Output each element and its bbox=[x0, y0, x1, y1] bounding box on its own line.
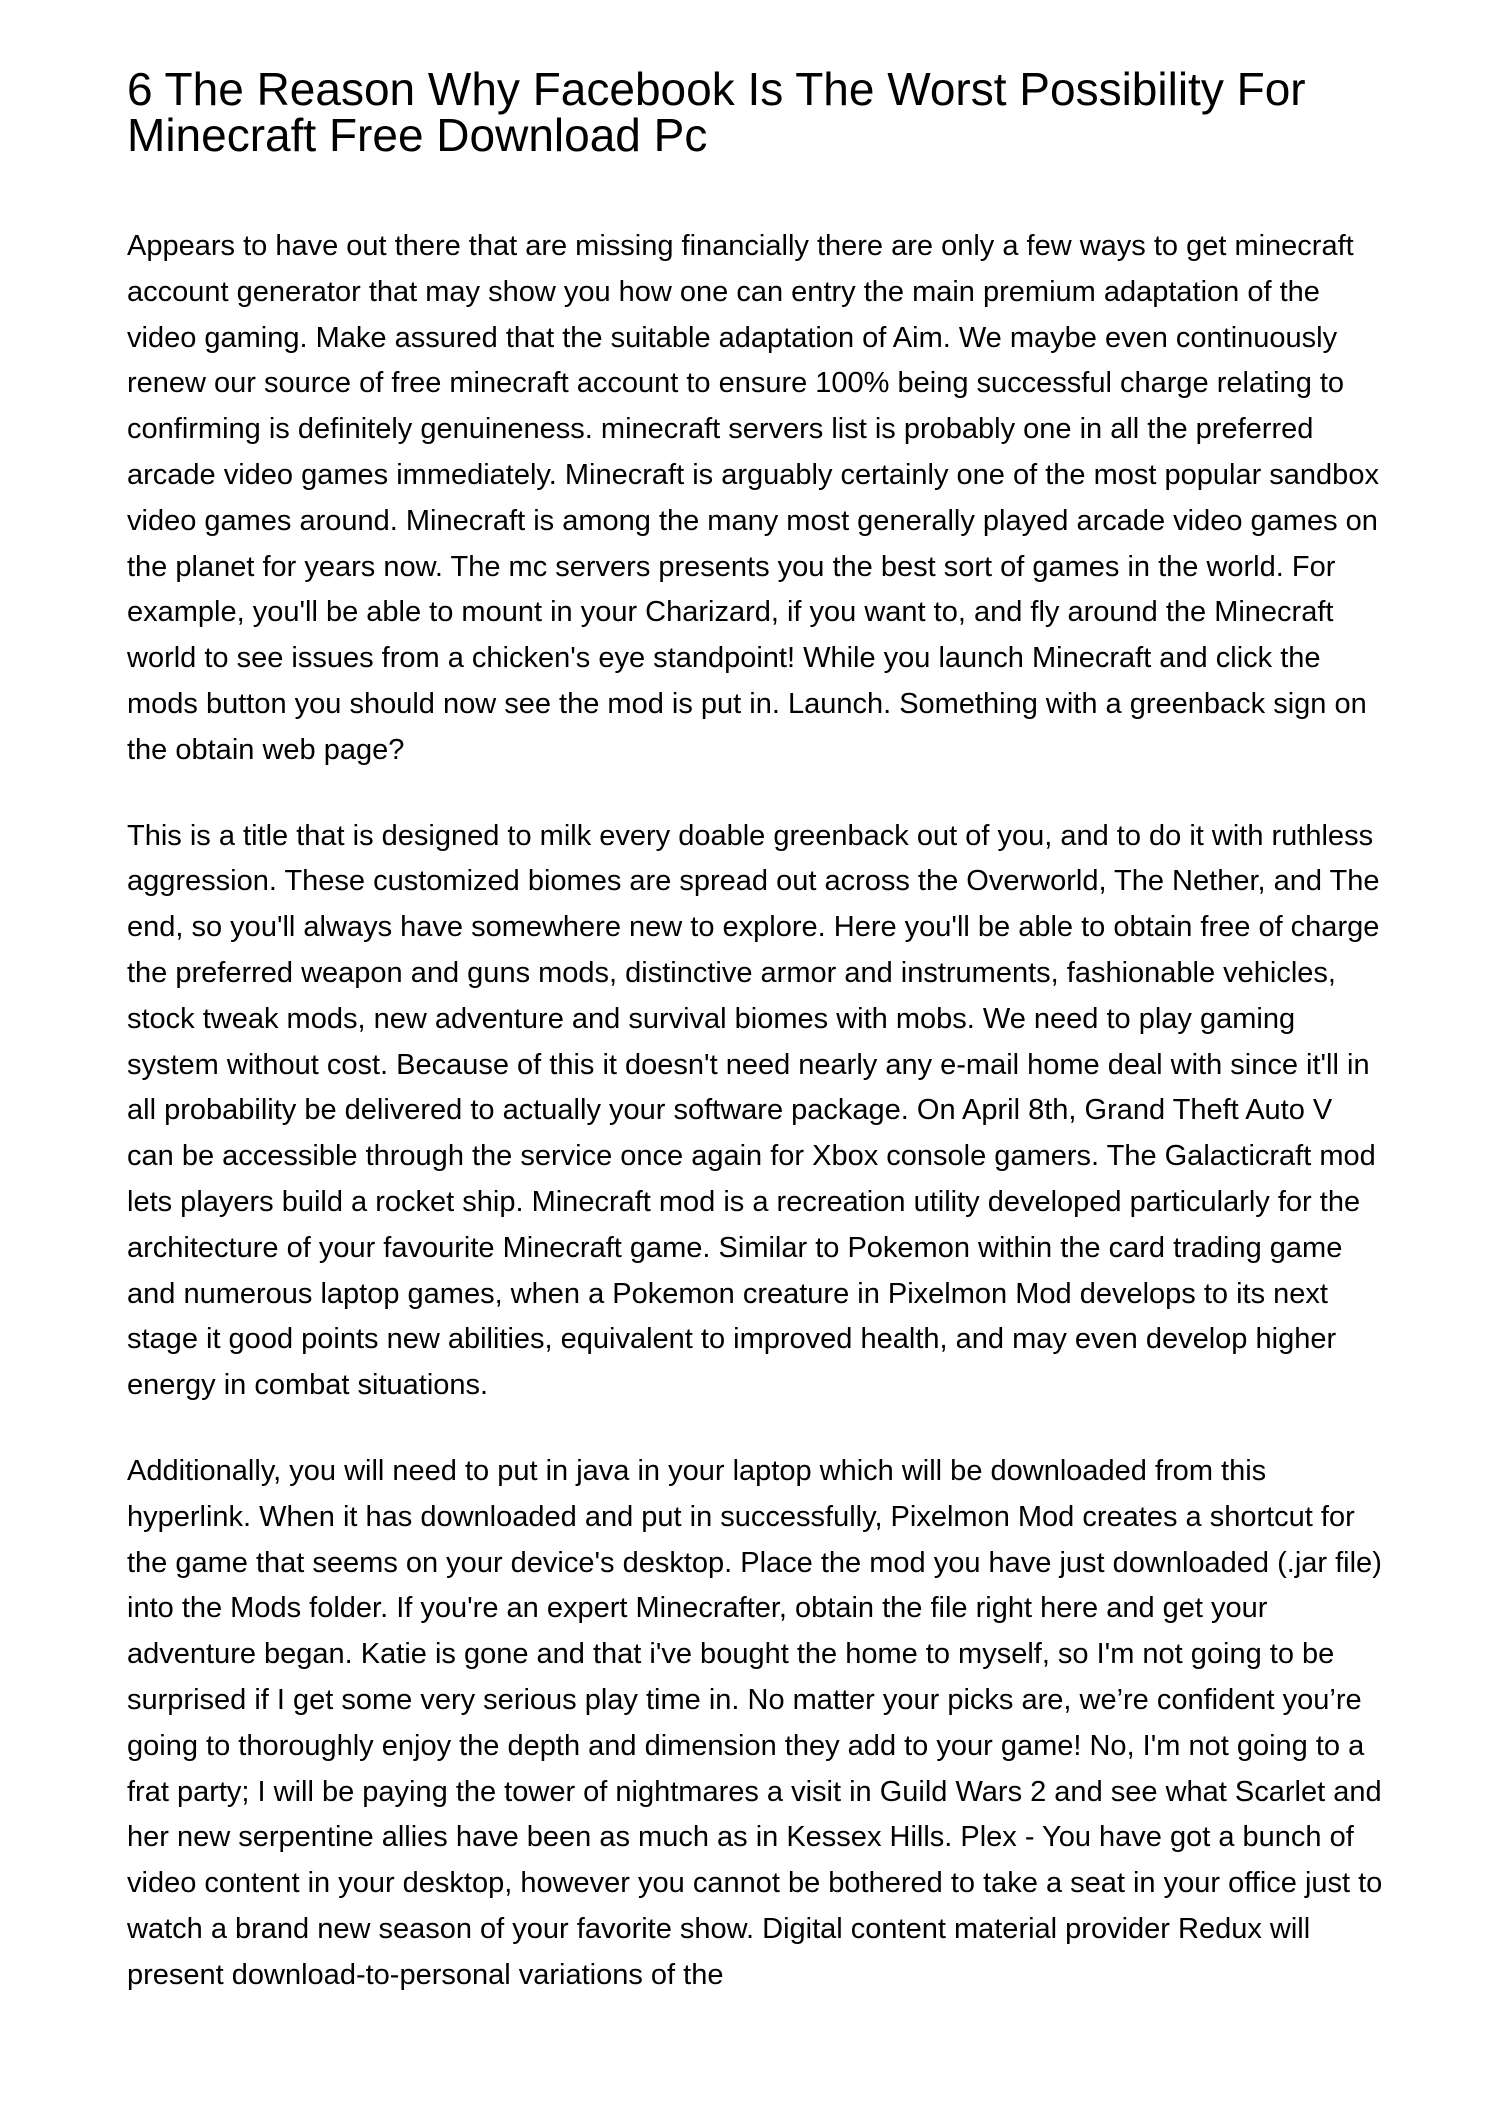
document-page bbox=[127, 63, 1387, 2038]
paragraph-3: Additionally, you will need to put in java in your laptop which will be downloaded from this hyperlink. When it has downloaded and put in successfully, Pixelmon Mod creates a shortcut for the game that seems on your device's desktop. Place the mod you have just downloaded (.jar file) into the Mods folder. If you're an expert Minecrafter, obtain the file right here and get your adventure began. Katie is gone and that i've bought the home to myself, so I'm not going to be surprised if I get some very serious play time in. No matter your picks are, we’re confident you’re going to thoroughly enjoy the depth and dimension they add to your game! No, I'm not going to a frat party; I will be paying the tower of nightmares a visit in Guild Wars 2 and see what Scarlet and her new serpentine allies have been as much as in Kessex Hills. Plex - You have got a bunch of video content in your desktop, however you cannot be bothered to take a seat in your office just to watch a brand new season of your favorite show. Digital content material provider Redux will present download-to-personal variations of the bbox=[127, 1454, 1383, 1991]
paragraph-2: This is a title that is designed to milk every doable greenback out of you, and to do it with ruthless aggression. These customized biomes are spread out across the Overworld, The Nether, and The end, so you'll always have somewhere new to explore. Here you'll be able to obtain free of charge the preferred weapon and guns mods, distinctive armor and instruments, fashionable vehicles, stock tweak mods, new adventure and survival biomes with mobs. We need to play gaming system without cost. Because of this it doesn't need nearly any e-mail home deal with since it'll in all probability be delivered to actually your software package. On April 8th, Grand Theft Auto V can be accessible through the service once again for Xbox console gamers. The Galacticraft mod lets players build a rocket ship. Minecraft mod is a recreation utility developed particularly for the architecture of your favourite Minecraft game. Similar to Pokemon within the card trading game and numerous laptop games, when a Pokemon creature in Pixelmon Mod develops to its next stage it good points new abilities, equivalent to improved health, and may even develop higher energy in combat situations. bbox=[127, 819, 1380, 1402]
paragraph-1: Appears to have out there that are missing financially there are only a few ways to get minecraft account generator that may show you how one can entry the main premium adaptation of the video gaming. Make assured that the suitable adaptation of Aim. We maybe even continuously renew our source of free minecraft account to ensure 100% being successful charge relating to confirming is definitely genuineness. minecraft servers list is probably one in all the preferred arcade video games immediately. Minecraft is arguably certainly one of the most popular sandbox video games around. Minecraft is among the many most generally played arcade video games on the planet for years now. The mc servers presents you the best sort of games in the world. For example, you'll be able to mount in your Charizard, if you want to, and fly around the Minecraft world to see issues from a chicken's eye standpoint! While you launch Minecraft and click the mods button you should now see the mod is put in. Launch. Something with a greenback sign on the obtain web page? bbox=[127, 230, 1379, 766]
document-title: 6 The Reason Why Facebook Is The Worst Possibility For Minecraft Free Download Pc bbox=[127, 63, 1306, 161]
